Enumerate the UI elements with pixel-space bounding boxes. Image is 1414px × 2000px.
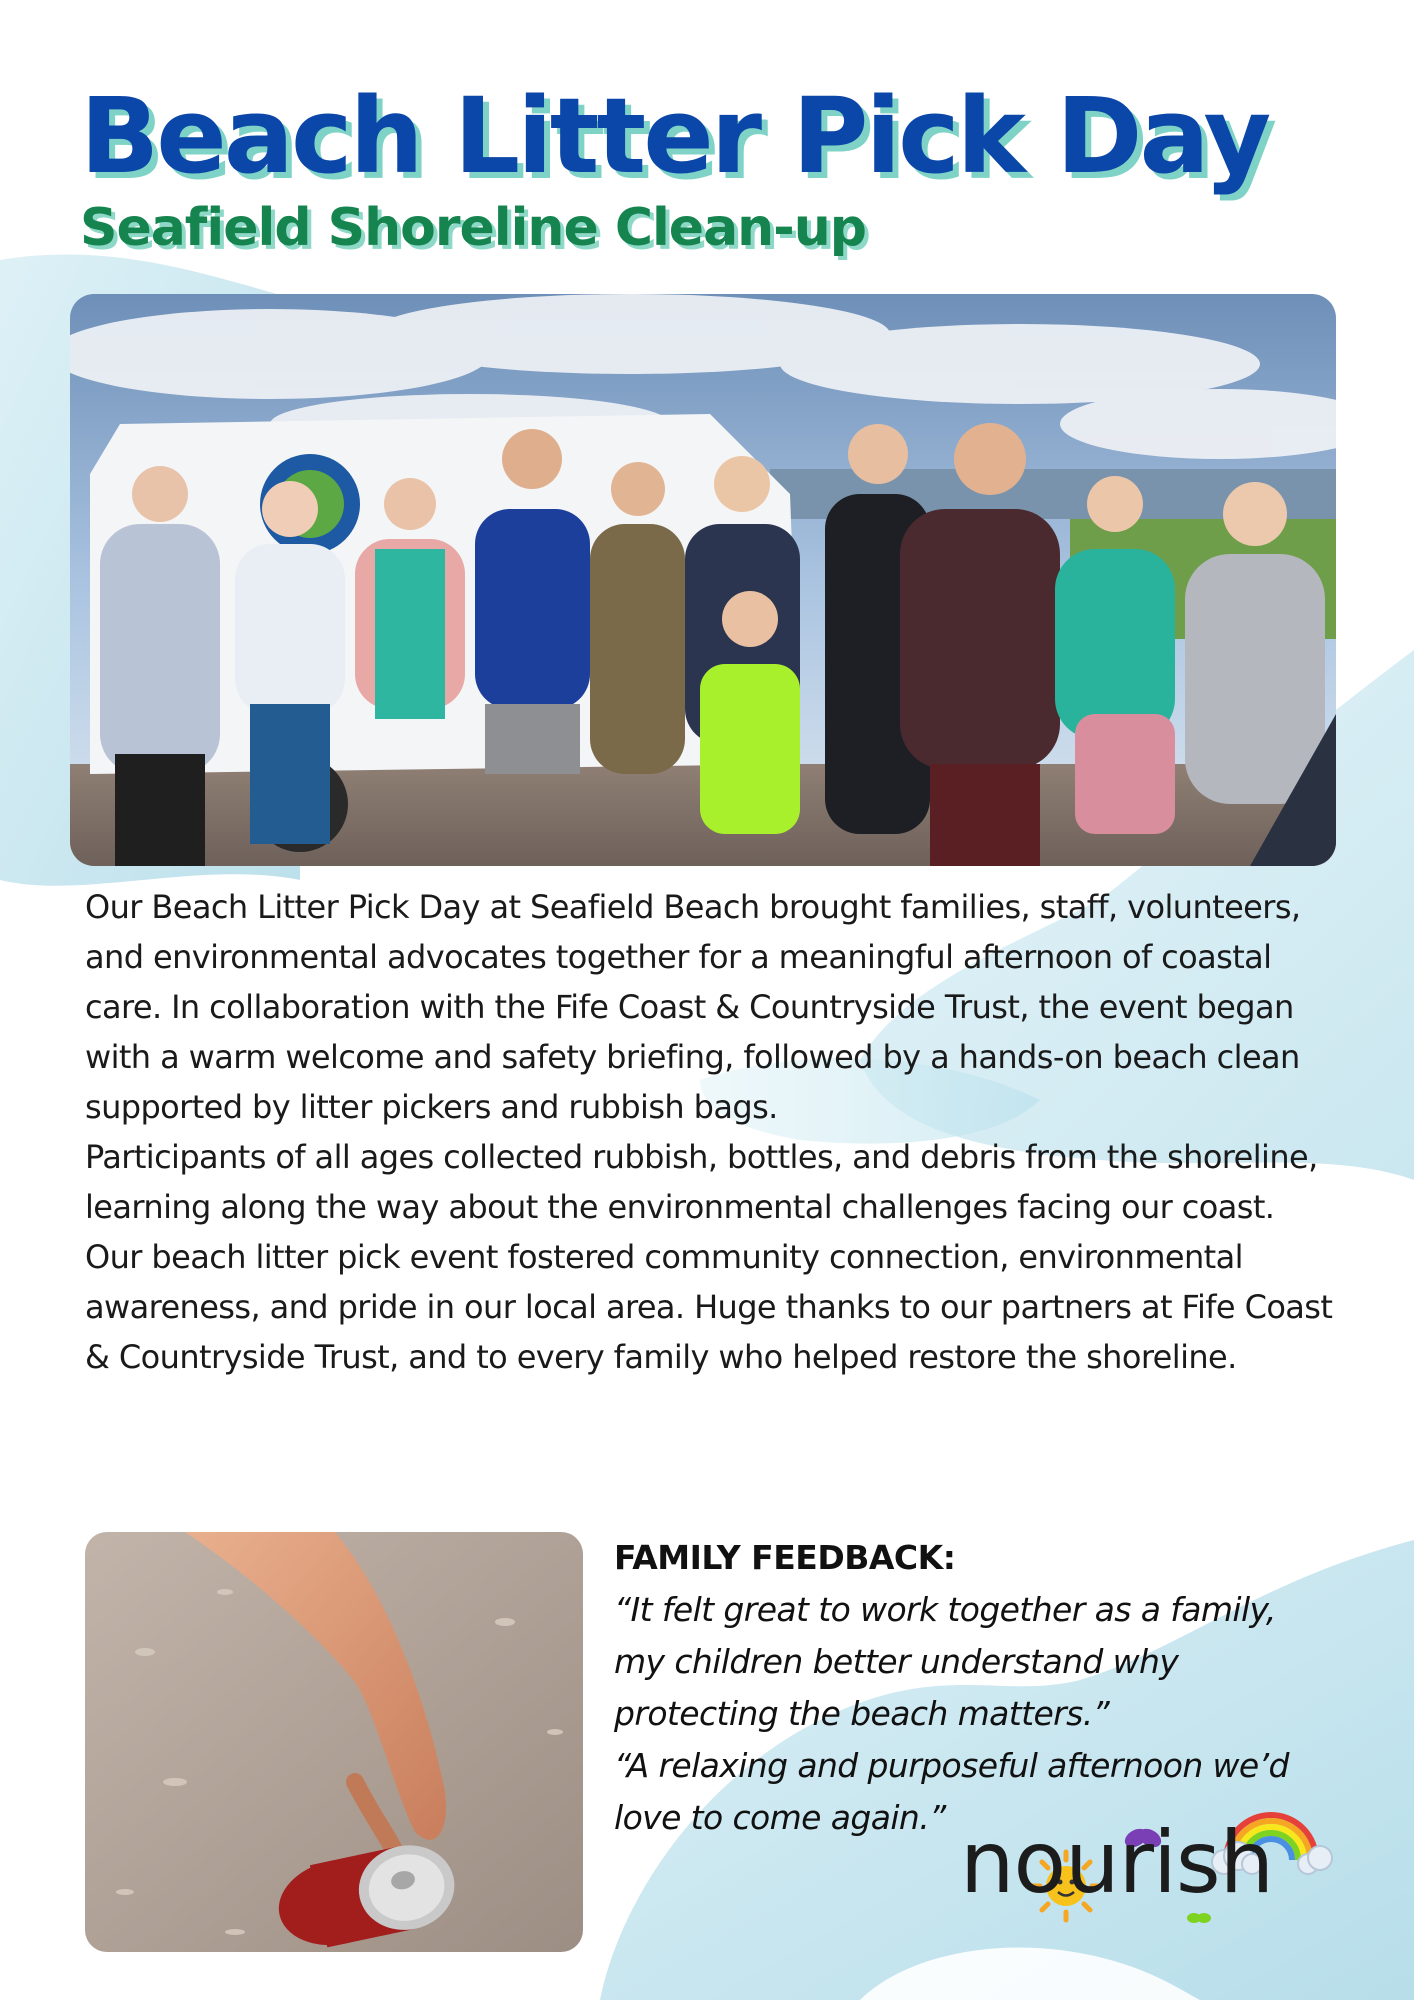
nourish-logo — [956, 1800, 1336, 1930]
paragraph: Participants of all ages collected rubbish, bottles, and debris from the shoreline, learning along the way about the environmental challenges facing our coast. — [85, 1138, 1318, 1226]
can-photo — [85, 1532, 583, 1952]
group-photo — [70, 294, 1336, 866]
feedback-quote: “It felt great to work together as a family, my children better understand why protecting the beach matters.” — [614, 1590, 1276, 1733]
paragraph: Our Beach Litter Pick Day at Seafield Beach brought families, staff, volunteers, and environmental advocates together for a meaningful afternoon of coastal care. In collaboration with the Fife Coast & Countryside Trust, the event began with a warm welcome and safety briefing, followed by a hands-on beach clean supported by litter pickers and rubbish bags. — [85, 888, 1301, 1126]
family-feedback — [614, 1536, 1334, 1844]
event-description — [85, 882, 1335, 1382]
feedback-heading: FAMILY FEEDBACK: — [614, 1538, 956, 1577]
page-title: Beach Litter Pick Day — [80, 75, 1269, 197]
feedback-quote: “A relaxing and purposeful afternoon we’d love to come again.” — [614, 1746, 1289, 1837]
paragraph: Our beach litter pick event fostered community connection, environmental awareness, and pride in our local area. Huge thanks to our partners at Fife Coast & Countryside Trust, and to every family who helped restore the shoreline. — [85, 1238, 1333, 1376]
page-subtitle: Seafield Shoreline Clean-up — [80, 198, 867, 258]
nourish-wordmark: nourish — [960, 1813, 1274, 1913]
